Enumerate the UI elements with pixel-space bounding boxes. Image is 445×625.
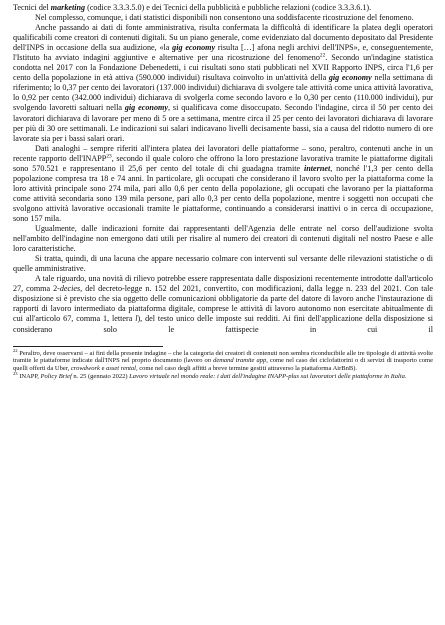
text-run: Peraltro, deve osservarsi – ai fini della presente indagine – che la categoria dei creatori di contenuti non sembra riconducibile alle tre tipologie di attività svolte tramite le piattaforme indicate dall'INPS nel proprio documento (lavoro (13, 349, 433, 365)
emphasis-text: on demand tramite app (204, 357, 267, 365)
text-run: risulta […] afona negli archivi dell'INPS», e, conseguentemente, l'Istituto ha avviato indagini aggiuntive e alternative per una ricostruzione del fenomeno (13, 43, 433, 63)
footnote-separator (13, 346, 163, 347)
footnote-ref: 22 (13, 347, 18, 353)
text-run: INAPP, (17, 373, 41, 381)
text-run: , del decreto-legge n. 152 del 2021, convertito, con modificazioni, dalla legge n. 233 del 2021. Con tale disposizione si è previsto che sia oggetto delle comunicazioni obbligatorie da parte del datore di lavoro anche l'instaurazione di rapporti di lavoro intermediato da piattaforma digitale, comprese le attività di lavoro autonomo non esercitate abitualmente di cui all'articolo 67, comma 1, lettera (13, 284, 433, 324)
text-run: , si qualificava come disoccupato. Secondo l'indagine, circa il 50 per cento dei lavoratori dichiarava di lavorare per meno di 5 ore a settimana, mentre circa il 25 per cento dei lavoratori dichiarava di lavorare per più di 30 ore settimanali. Le indicazioni sui salari indicavano livelli decisamente bassi, sia a causa del ridotto numero di ore lavorate sia per i bassi salari orari. (13, 103, 433, 143)
paragraph (13, 23, 433, 144)
text-run: Ugualmente, dalle indicazioni fornite dai rappresentanti dell'Agenzia delle entrate nel corso dell'audizione svolta nell'ambito dell'indagine non emergono dati utili per risalire al numero dei creatori di contenuti digitali nel nostro Paese e alle loro caratteristiche. (13, 224, 433, 254)
emphasis-text: internet (304, 163, 331, 173)
emphasis-text: gig economy (328, 73, 372, 83)
paragraph (13, 254, 433, 274)
emphasis-text: Policy Brief (40, 373, 72, 381)
footnote-ref: 23 (13, 371, 18, 377)
emphasis-text: marketing (50, 3, 86, 12)
paragraph (13, 274, 433, 334)
footnote-ref: 22 (319, 52, 326, 59)
text-run: Anche passando ai dati di fonte amministrativa, risulta confermata la difficoltà di identificare la platea degli operatori qualificabili come creatori di contenuti digitali. Su un piano generale, come evidenziato dal documento depositato dal Presidente dell'INPS in occasione della sua audizione, «la (13, 23, 433, 53)
text-run: , nonché l'1,3 per cento della popolazione compresa tra 18 e 74 anni. In particolare, gli occupati che considerano il lavoro svolto per la piattaforma come la loro attività principale sono 274 mila, pari allo 0,6 per cento della popolazione, gli occupati che lavorano per la piattaforma come attività secondaria sono 139 mila persone, pari allo 0,3 per cento della popolazione, mentre i soggetti non occupati che svolgono attività lavorative occasionali tramite le piattaforme, continuando a considerarsi inattivi o in cerca di occupazione, sono 157 mila. (13, 163, 433, 223)
paragraph (13, 3, 433, 13)
text-run: , come nel caso dei ciclofattorini o di servizi di trasporto come quelli offerti da Uber, (13, 357, 433, 373)
text-run: , come nel caso degli affitti a breve termine gestiti attraverso la piattaforma AirBnB). (136, 365, 357, 373)
text-run: n. 25 (gennaio 2022) (71, 373, 130, 381)
text-run: , secondo il quale coloro che offrono la loro prestazione lavorativa tramite le piattaforme digitali sono 570.521 e rappresentano il 25,6 per cento del totale di chi guadagna tramite (13, 153, 433, 173)
text-run: . Secondo un'indagine statistica condotta nel 2017 con la Fondazione Debenedetti, i cui risultati sono stati pubblicati nel XVII Rapporto INPS, circa l'1,6 per cento della popolazione in età attiva (590.000 individui) risultava coinvolto in un'attività della (13, 53, 433, 83)
text-run: (codice 3.3.3.5.0) e dei Tecnici della pubblicità e pubbliche relazioni (codice 3.3.3.6.1). (85, 3, 372, 12)
paragraph (13, 144, 433, 224)
emphasis-text: asset rental (106, 365, 136, 373)
emphasis-text: crowdwork (70, 365, 100, 373)
footnotes (13, 347, 433, 382)
text-run: nella settimana di riferimento; lo 0,37 per cento dei lavoratori (137.000 individui) dichiarava di svolgere tale attività come unica attività lavorativa, lo 0,92 per cento (342.000 individui) dichiarava di svolgerla come secondo lavoro e lo 0,30 per cento (110.000 individui), pur svolgendo lavoretti saltuari nella (13, 73, 434, 113)
text-run: . (404, 373, 407, 381)
text-run: ), del testo unico delle imposte sui redditi. Ai fini dell'applicazione della disposizione si considerano solo le fattispecie in cui il (13, 314, 433, 334)
text-run: e (99, 365, 107, 373)
emphasis-text: gig economy (172, 43, 216, 53)
footnote (13, 373, 433, 381)
body-text (13, 3, 433, 335)
paragraph (13, 224, 433, 254)
footnote-ref: 23 (106, 152, 112, 159)
paragraph (13, 13, 433, 23)
text-run: Dati analoghi – sempre riferiti all'intera platea dei lavoratori delle piattaforme – sono, peraltro, contenuti anche in un recente rapporto dell'INAPP (13, 143, 433, 163)
emphasis-text: decies (59, 284, 81, 294)
emphasis-text: Lavoro virtuale nel mondo reale: i dati dell'indagine INAPP-plus sui lavoratori delle piattaforme in Italia (129, 373, 405, 381)
text-run: Tecnici del (13, 3, 51, 12)
text-run: Si tratta, quindi, di una lacuna che appare necessario colmare con interventi sul versante delle rilevazioni statistiche o di quelle amministrative. (13, 254, 433, 274)
text-run: Nel complesso, comunque, i dati statistici disponibili non consentono una soddisfacente ricostruzione del fenomeno. (35, 13, 414, 23)
text-run: A tale riguardo, una novità di rilievo potrebbe essere rappresentata dalle disposizioni recentemente introdotte dall'articolo 27, comma 2- (13, 274, 433, 294)
emphasis-text: l (135, 314, 138, 324)
emphasis-text: gig economy (124, 103, 168, 113)
